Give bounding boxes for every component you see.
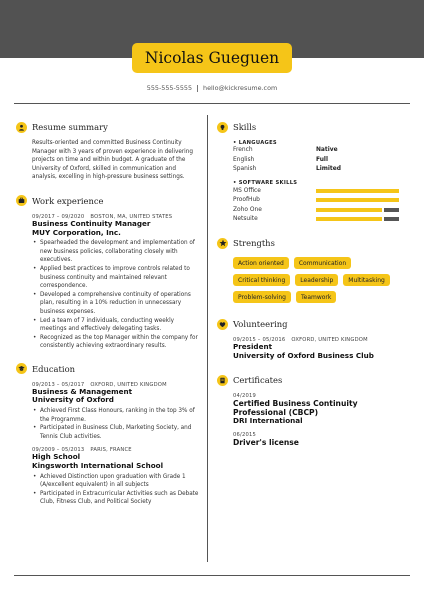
volunteering-section (217, 316, 407, 360)
strength-chip: Leadership (295, 274, 338, 286)
graduation-cap-icon (16, 363, 27, 374)
list-item: • Achieved Distinction upon graduation with Grade 1 (A/excellent equivalent) in all subjects (32, 473, 200, 490)
strengths-chips (233, 257, 403, 308)
education-location: PARIS, FRANCE (90, 447, 132, 454)
software-label: • SOFTWARE SKILLS (233, 179, 298, 186)
summary-title: Resume summary (32, 122, 108, 132)
education-school: Kingsworth International School (32, 461, 164, 471)
software-level-bar (316, 217, 399, 221)
list-item: • Developed a comprehensive continuity of operations plan, resulting in a 10% reduction in unnecessary business expenses. (32, 291, 200, 317)
software-block (233, 180, 407, 224)
briefcase-icon (16, 195, 27, 206)
education-section (16, 361, 200, 507)
star-icon (217, 238, 228, 249)
column-divider (207, 115, 208, 562)
software-row (233, 205, 407, 215)
education-degree: Business & Management (32, 386, 133, 396)
language-row: Spanish Limited (233, 166, 341, 173)
strength-chip: Communication (294, 257, 351, 269)
language-row: English Full (233, 156, 328, 163)
person-icon (16, 122, 27, 133)
experience-title: Work experience (32, 195, 104, 206)
experience-org: MUY Corporation, Inc. (32, 227, 121, 237)
languages-label: • LANGUAGES (233, 140, 277, 146)
software-name: Netsuite (233, 216, 258, 223)
experience-dates: 09/2017 – 09/2020 (32, 213, 85, 220)
volunteering-location: OXFORD, UNITED KINGDOM (291, 337, 368, 344)
education-title: Education (32, 363, 76, 374)
education-school: University of Oxford (32, 395, 114, 405)
strength-chip: Action oriented (233, 257, 289, 269)
software-row (233, 186, 407, 196)
software-name: ProofHub (233, 197, 260, 204)
name-badge (132, 43, 292, 73)
software-name: MS Office (233, 187, 261, 194)
lightbulb-icon (217, 122, 228, 133)
certificate-entry (233, 393, 407, 426)
software-level-bar (316, 198, 399, 202)
experience-bullets (32, 239, 200, 351)
list-item: • Recognized as the top Manager within the company for consistently achieving extraordinary results. (32, 334, 200, 351)
skills-section (217, 119, 407, 224)
certificate-entry (233, 432, 407, 447)
certificate-date: 06/2015 (233, 431, 256, 438)
list-item: • Led a team of 7 individuals, conducting weekly meetings and effectively delegating tasks. (32, 317, 200, 334)
certificate-date: 04/2019 (233, 393, 256, 400)
education-entry (32, 447, 200, 507)
education-heading (16, 361, 200, 377)
strengths-heading (217, 235, 407, 251)
experience-heading (16, 193, 200, 209)
education-bullets (32, 473, 200, 507)
skills-heading (217, 119, 407, 135)
left-column (16, 119, 200, 507)
list-item: • Achieved First Class Honours, ranking in the top 3% of the Programme. (32, 407, 200, 424)
software-level-bar (316, 208, 399, 212)
software-level-remainder (384, 217, 399, 221)
top-rule (14, 103, 410, 104)
software-level-fill (316, 189, 399, 193)
bottom-rule (14, 575, 410, 576)
phone: 555-555-5555 (146, 84, 193, 92)
contact-line (0, 84, 424, 92)
heart-icon (217, 319, 228, 330)
education-dates: 09/2009 – 05/2013 (32, 447, 85, 454)
volunteering-role: President (233, 342, 273, 352)
experience-entry (32, 214, 200, 351)
volunteering-entry (233, 337, 407, 360)
experience-location: BOSTON, MA, UNITED STATES (90, 213, 173, 220)
certificate-title: Certified Business Continuity Professional (CBCP) (233, 399, 358, 418)
right-column (217, 119, 407, 447)
strength-chip: Problem-solving (233, 291, 291, 303)
software-level-fill (316, 208, 382, 212)
experience-section (16, 193, 200, 351)
education-dates: 09/2013 – 05/2017 (32, 381, 85, 388)
certificate-title: Driver's license (233, 437, 299, 447)
summary-section (16, 119, 200, 182)
education-degree: High School (32, 452, 81, 462)
software-list (233, 186, 407, 224)
candidate-name: Nicolas Gueguen (144, 49, 280, 67)
certificates-section (217, 372, 407, 447)
strengths-title: Strengths (233, 238, 275, 249)
certificates-title: Certificates (233, 375, 283, 386)
strength-chip: Multitasking (343, 274, 390, 286)
software-row (233, 195, 407, 205)
strength-chip: Critical thinking (233, 274, 290, 286)
experience-role: Business Continuity Manager (32, 218, 151, 228)
software-level-fill (316, 217, 382, 221)
language-row: French Native (233, 147, 338, 153)
certificate-issuer: DRI International (233, 416, 303, 426)
list-item: • Spearheaded the development and implementation of new business policies, collaborating closely with executives. (32, 239, 200, 265)
list-item: • Participated in Business Club, Marketing Society, and Tennis Club activities. (32, 424, 200, 441)
volunteering-dates: 09/2015 – 05/2016 (233, 337, 286, 344)
education-bullets (32, 407, 200, 441)
software-level-fill (316, 198, 399, 202)
contact-separator (197, 85, 198, 92)
list-item: • Applied best practices to improve controls related to business continuity and maintained relevant correspondence. (32, 265, 200, 291)
certificate-icon (217, 375, 228, 386)
software-level-remainder (384, 208, 399, 212)
volunteering-heading (217, 316, 407, 332)
certificates-heading (217, 372, 407, 388)
strength-chip: Teamwork (296, 291, 336, 303)
volunteering-org: University of Oxford Business Club (233, 350, 374, 360)
volunteering-title: Volunteering (233, 319, 288, 330)
languages-block (233, 140, 407, 175)
education-location: OXFORD, UNITED KINGDOM (90, 381, 167, 388)
software-name: Zoho One (233, 206, 262, 213)
strengths-section (217, 235, 407, 308)
summary-heading (16, 119, 200, 135)
email[interactable]: hello@kickresume.com (203, 84, 278, 92)
software-row (233, 215, 407, 225)
list-item: • Participated in Extracurricular Activities such as Debate Club, Fitness Club, and Political Society (32, 490, 200, 507)
skills-title: Skills (233, 122, 257, 132)
software-level-bar (316, 189, 399, 193)
summary-text: Results-oriented and committed Business Continuity Manager with 3 years of proven experience in delivering projects on time and within budget. A graduate of the University of Oxford, skilled in communication and analysis, excelling in high-pressure business settings. (32, 140, 193, 181)
education-entry (32, 382, 200, 442)
